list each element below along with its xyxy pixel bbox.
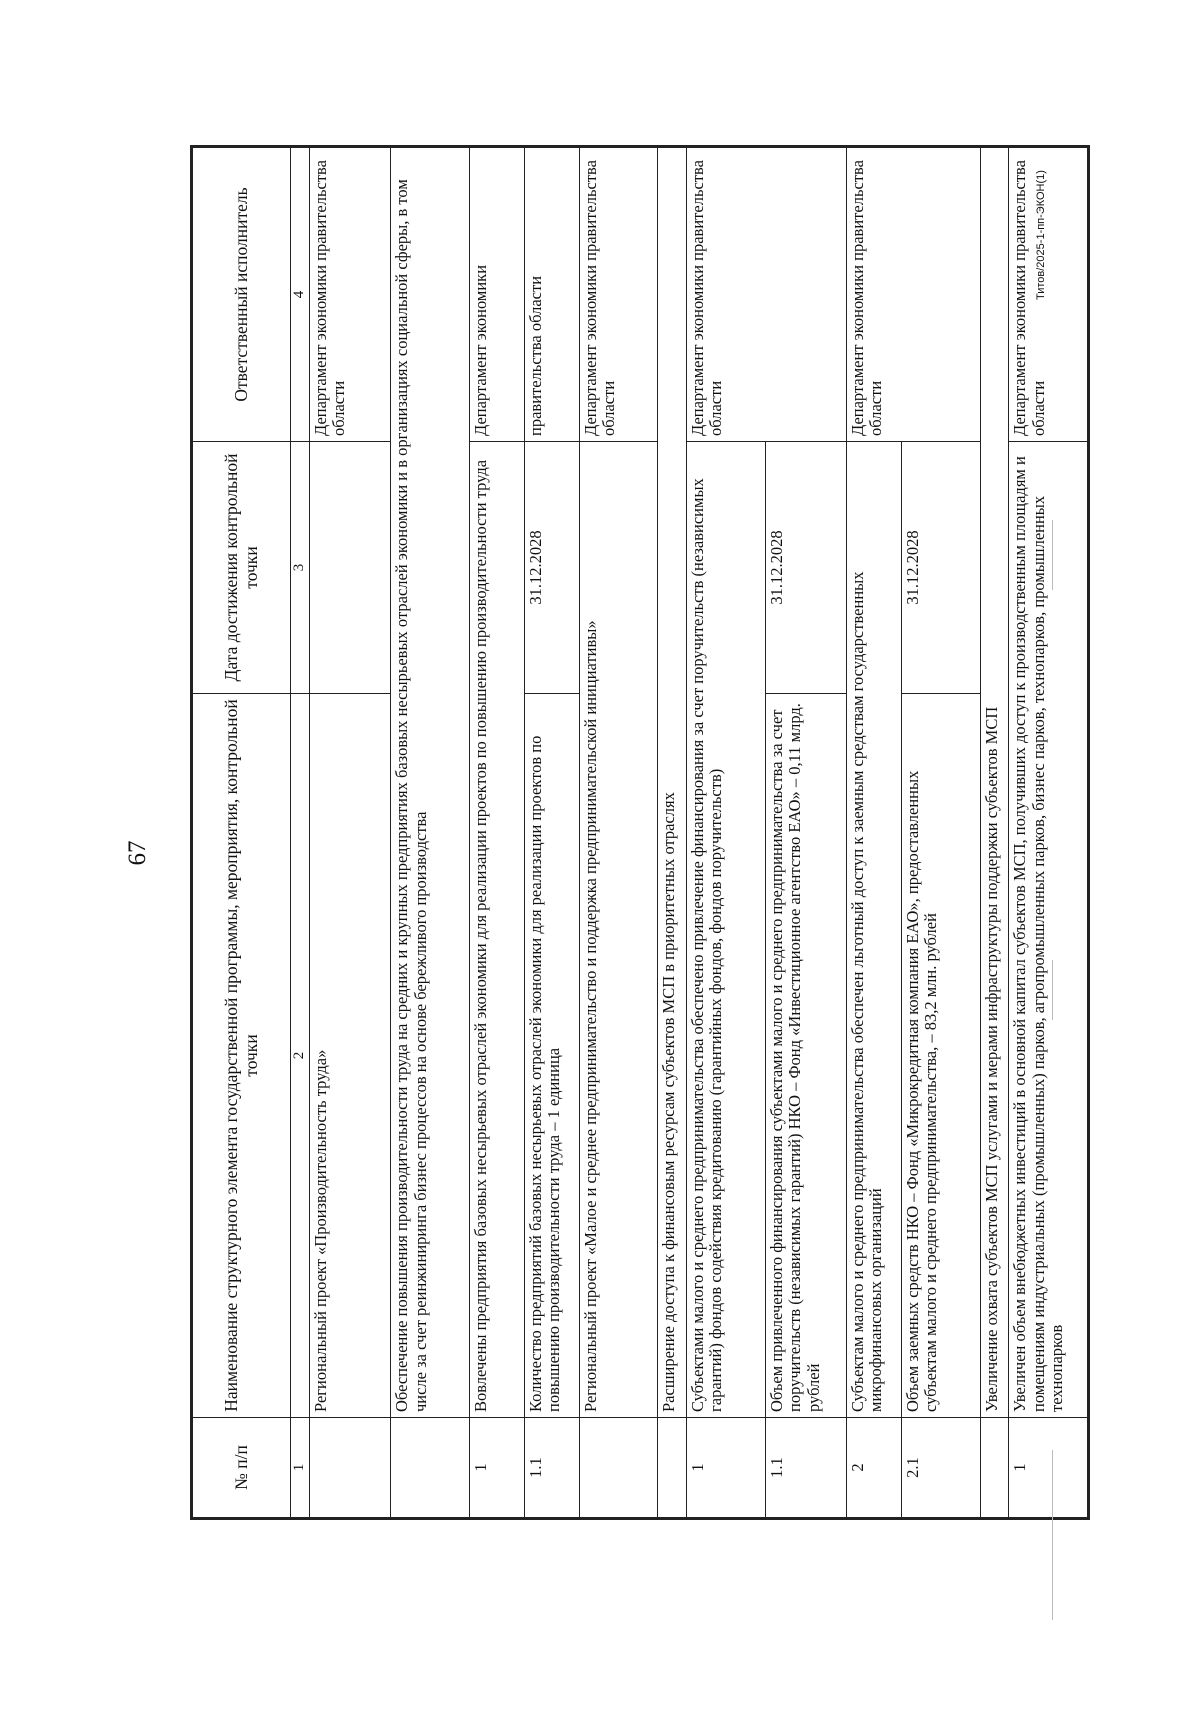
row-number: 1.1 — [524, 1418, 579, 1518]
row-number — [310, 1418, 391, 1518]
row-name: Объем привлеченного финансирования субъектами малого и среднего предпринимательства за счет поручительств (независимых гарантий) НКО – Фонд «Инвестиционное агентство ЕАО» – 0,11 млрд. рублей — [765, 694, 846, 1418]
header-number: № п/п — [193, 1418, 291, 1518]
row-name: Количество предприятий базовых несырьевых отраслей экономики для реализации проектов по повышению производительности труда – 1 единица — [524, 694, 579, 1418]
row-number: 2.1 — [901, 1418, 980, 1518]
header-name: Наименование структурного элемента государственной программы, мероприятия, контрольной точки — [193, 694, 291, 1418]
section-title: Обеспечение повышения производительности труда на средних и крупных предприятиях базовых несырьевых отраслей экономики и в организациях социальной сферы, в том числе за счет реинжиниринга бизнес процессов на основе бережливого производства — [391, 148, 470, 1418]
row-executor: Департамент экономики правительства области — [310, 148, 391, 442]
row-name: Увеличен объем внебюджетных инвестиций в основной капитал субъектов МСП, получивших доступ к производственным площадям и помещениям индустриальных (промышленных) парков, агропромышленных парков, бизнес парков, технопарков, промышленных технопарков — [1009, 442, 1088, 1418]
row-name: Вовлечены предприятия базовых несырьевых отраслей экономики для реализации проектов по повышению производительности труда — [469, 442, 524, 1418]
row-number: 2 — [846, 1418, 901, 1518]
table-row — [846, 148, 901, 1518]
table-row — [469, 148, 524, 1518]
section-spacer — [391, 1418, 470, 1518]
table-row — [524, 148, 579, 1518]
header-executor: Ответственный исполнитель — [193, 148, 291, 442]
column-number-row — [291, 148, 310, 1518]
header-date: Дата достижения контрольной точки — [193, 442, 291, 694]
column-number: 1 — [291, 1418, 310, 1518]
scan-artifact-line — [1052, 520, 1053, 590]
row-date: 31.12.2028 — [901, 442, 980, 694]
row-number: 1.1 — [765, 1418, 846, 1518]
control-points-table — [192, 147, 1088, 1518]
table-row — [310, 148, 391, 1518]
section-spacer — [980, 1418, 1009, 1518]
footer-document-code: Титов/2025-1-пп-ЭКОН(1) — [1035, 170, 1047, 300]
row-executor: правительства области — [524, 148, 579, 442]
row-number: 1 — [469, 1418, 524, 1518]
section-title: Увеличение охвата субъектов МСП услугами и мерами инфраструктуры поддержки субъектов МСП — [980, 148, 1009, 1418]
row-executor: Департамент экономики правительства области — [1009, 148, 1088, 442]
section-title: Расширение доступа к финансовым ресурсам субъектов МСП в приоритетных отраслях — [658, 148, 687, 1418]
table-header-row — [193, 148, 291, 1518]
scan-artifact-line — [1052, 960, 1053, 1020]
row-name: Субъектам малого и среднего предпринимательства обеспечен льготный доступ к заемным средствам государственных микрофинансовых организаций — [846, 442, 901, 1418]
column-number: 4 — [291, 148, 310, 442]
column-number: 2 — [291, 694, 310, 1418]
row-name: Региональный проект «Производительность труда» — [310, 694, 391, 1418]
row-name: Объем заемных средств НКО – Фонд «Микрокредитная компания ЕАО», предоставленных субъектам малого и среднего предпринимательства, – 83,2 млн. рублей — [901, 694, 980, 1418]
table-row — [1009, 148, 1088, 1518]
row-date — [310, 442, 391, 694]
row-name: Субъектами малого и среднего предпринимательства обеспечено привлечение финансирования за счет поручительств (независимых гарантий) фондов содействия кредитованию (гарантийных фондов, фондов поручительств) — [687, 442, 766, 1418]
table-row — [579, 148, 658, 1518]
row-executor: Департамент экономики правительства области — [579, 148, 658, 442]
row-name: Региональный проект «Малое и среднее предпринимательство и поддержка предпринимательской инициативы» — [579, 442, 658, 1418]
section-row — [658, 148, 687, 1518]
table-row — [687, 148, 766, 1518]
row-executor: Департамент экономики правительства области — [846, 148, 980, 442]
row-number — [579, 1418, 658, 1518]
row-date: 31.12.2028 — [765, 442, 846, 694]
section-row — [980, 148, 1009, 1518]
row-date: 31.12.2028 — [524, 442, 579, 694]
row-number: 1 — [1009, 1418, 1088, 1518]
row-executor: Департамент экономики правительства области — [687, 148, 847, 442]
page-number: 67 — [124, 840, 151, 866]
row-executor: Департамент экономики — [469, 148, 524, 442]
scan-artifact-line — [1052, 1450, 1053, 1620]
section-spacer — [658, 1418, 687, 1518]
row-number: 1 — [687, 1418, 766, 1518]
document-table-rotated — [192, 148, 1088, 1518]
column-number: 3 — [291, 442, 310, 694]
section-row — [391, 148, 470, 1518]
